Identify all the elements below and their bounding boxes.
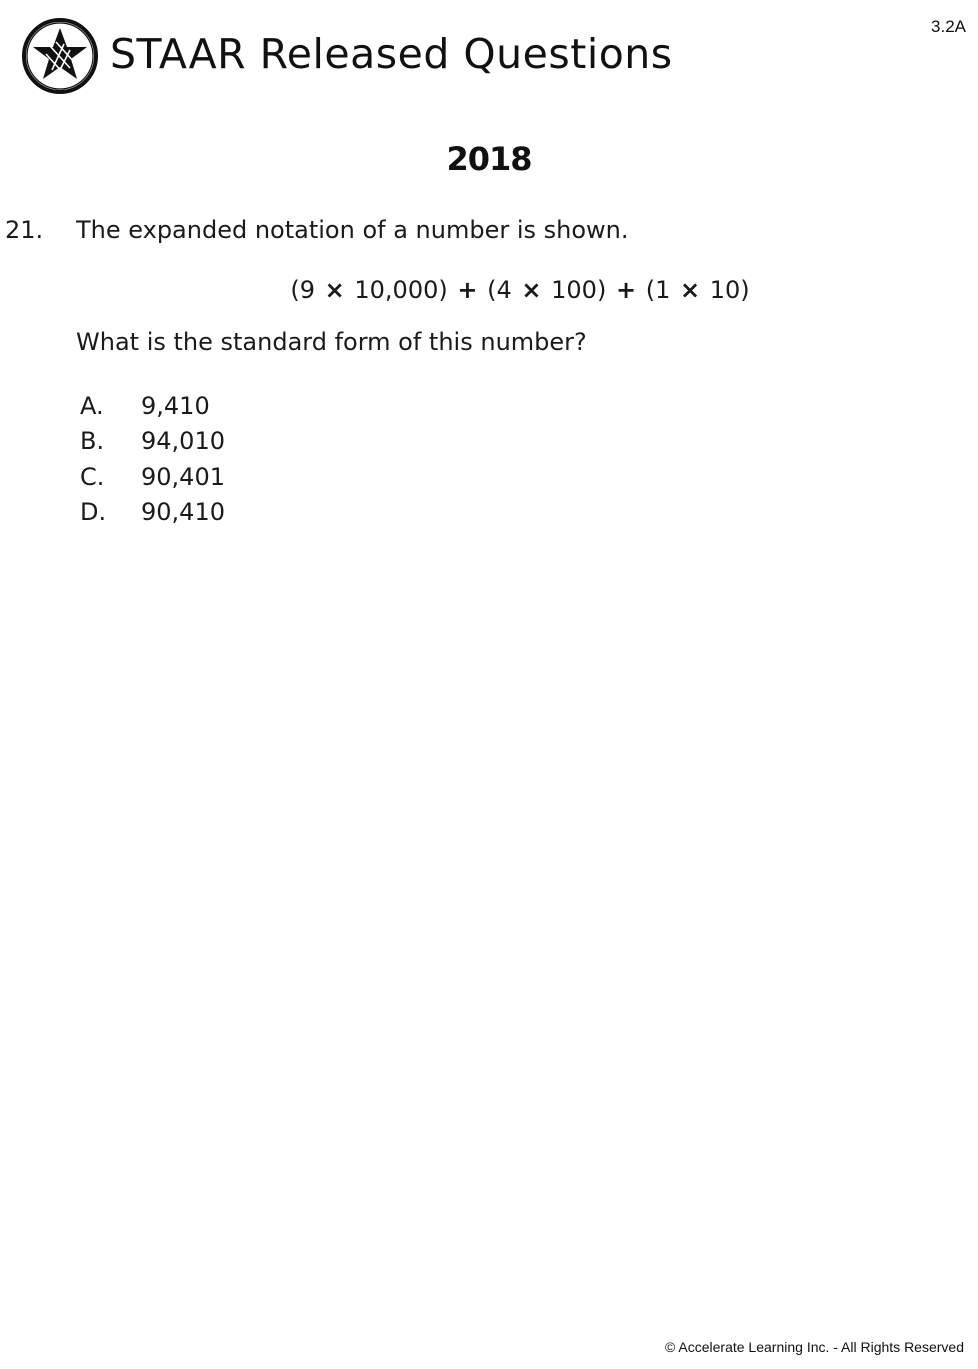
times-sign: ×	[679, 276, 701, 304]
expanded-notation-expression	[0, 276, 978, 304]
answer-choice-a[interactable]	[80, 388, 225, 424]
question-number: 21.	[5, 216, 44, 244]
question-prompt: What is the standard form of this number?	[76, 328, 587, 356]
expression-term: 10)	[709, 276, 750, 304]
plus-sign: +	[615, 276, 637, 304]
answer-choice-d[interactable]	[80, 495, 225, 531]
choice-letter: A.	[80, 391, 104, 420]
expression-term: (1	[645, 276, 671, 304]
expression-term: 100)	[551, 276, 607, 304]
standard-code: 3.2A	[931, 17, 966, 36]
choice-value: 9,410	[141, 391, 210, 420]
page-header-title: STAAR Released Questions	[110, 30, 673, 78]
choice-value: 90,401	[141, 462, 225, 491]
star-circle-logo-icon	[20, 16, 100, 96]
choice-letter: B.	[80, 427, 105, 456]
expression-term: 10,000)	[354, 276, 448, 304]
plus-sign: +	[457, 276, 478, 304]
times-sign: ×	[324, 276, 345, 304]
times-sign: ×	[521, 276, 542, 304]
answer-choices	[80, 388, 225, 530]
choice-value: 94,010	[141, 427, 225, 456]
copyright-footer: © Accelerate Learning Inc. - All Rights Reserved	[664, 1339, 964, 1355]
year-heading: 2018	[446, 140, 532, 178]
expression-term: (9	[290, 276, 315, 304]
choice-letter: C.	[80, 462, 105, 491]
question-stem: The expanded notation of a number is shown.	[76, 216, 629, 244]
expression-term: (4	[487, 276, 512, 304]
choice-letter: D.	[80, 498, 107, 527]
answer-choice-c[interactable]	[80, 459, 225, 495]
answer-choice-b[interactable]	[80, 424, 225, 460]
choice-value: 90,410	[141, 498, 225, 527]
